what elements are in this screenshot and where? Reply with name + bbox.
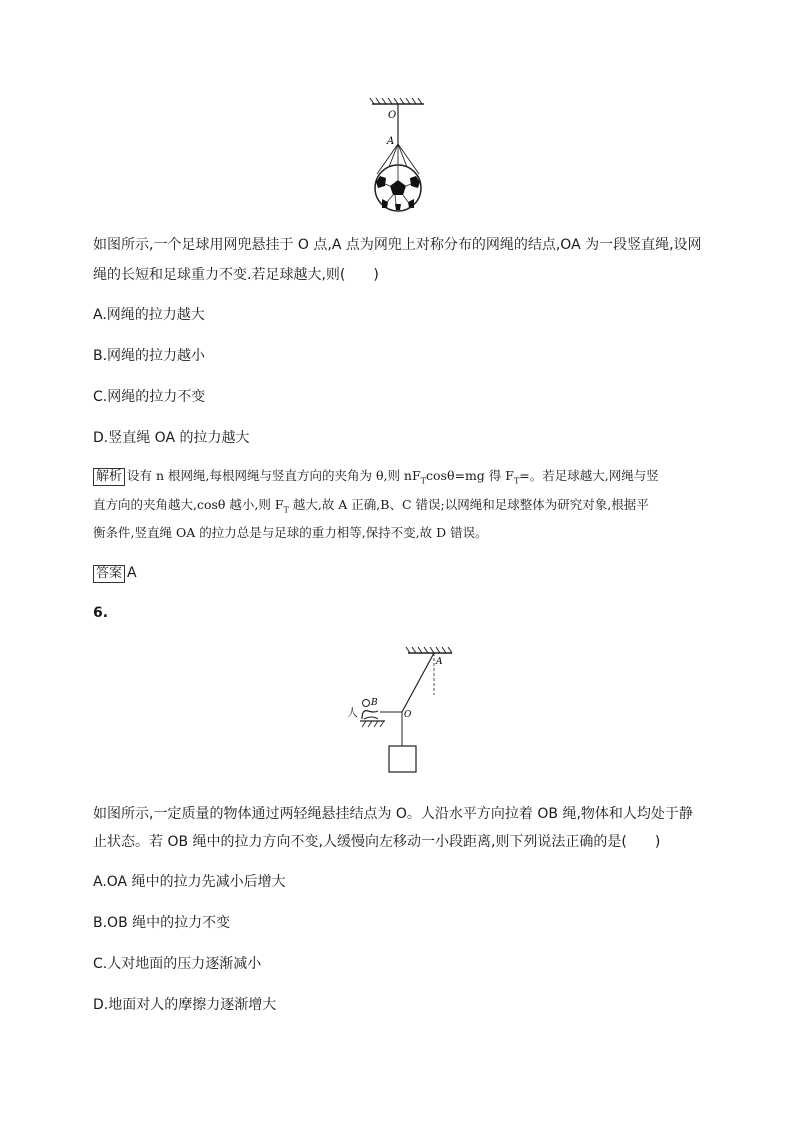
- q5-stem-line2: 绳的长短和足球重力不变.若足球越大,则( ): [93, 267, 379, 283]
- q5-option-d: D.竖直绳 OA 的拉力越大: [93, 430, 250, 446]
- q6-option-c: C.人对地面的压力逐渐减小: [93, 956, 262, 972]
- q5-analysis-line3: 衡条件,竖直绳 OA 的拉力总是与足球的重力相等,保持不变,故 D 错误。: [93, 525, 488, 540]
- q6-number: 6.: [93, 605, 109, 621]
- q6-stem-line1: 如图所示,一定质量的物体通过两轻绳悬挂结点为 O。人沿水平方向拉着 OB 绳,物体和人均处于静: [93, 806, 693, 822]
- analysis-tag: 解析: [93, 468, 125, 486]
- answer-tag: 答案: [93, 565, 125, 583]
- q6-option-b: B.OB 绳中的拉力不变: [93, 915, 231, 931]
- q5-answer: [93, 565, 137, 583]
- person-rope-figure: [360, 645, 460, 777]
- q5-option-a: A.网绳的拉力越大: [93, 307, 205, 323]
- football-net-figure: [360, 96, 440, 216]
- label-o: O: [388, 110, 397, 121]
- label-person: 人: [347, 706, 358, 719]
- q5-analysis-line2: 直方向的夹角越大,cosθ 越小,则 $F_T$ 越大,故 A 正确,B、C 错误;以网绳和足球整体为研究对象,根据平: [93, 497, 649, 515]
- label-a: A: [387, 136, 395, 147]
- q5-option-b: B.网绳的拉力越小: [93, 348, 206, 364]
- label-a: A: [436, 657, 443, 667]
- label-b: B: [371, 698, 378, 708]
- answer-value: A: [127, 565, 137, 581]
- q6-option-a: A.OA 绳中的拉力先减小后增大: [93, 874, 286, 890]
- q5-stem-line1: 如图所示,一个足球用网兜悬挂于 O 点,A 点为网兜上对称分布的网绳的结点,OA 为一段竖直绳,设网: [93, 237, 702, 253]
- q5-analysis-line1: 解析 设有 n 根网绳,每根网绳与竖直方向的夹角为 θ,则 $nF_T\cos\theta=mg$ 得 $F_T=$。若足球越大,网绳与竖: [93, 466, 659, 486]
- q5-option-c: C.网绳的拉力不变: [93, 389, 206, 405]
- q6-stem-line2: 止状态。若 OB 绳中的拉力方向不变,人缓慢向左移动一小段距离,则下列说法正确的是( ): [93, 834, 661, 850]
- q6-option-d: D.地面对人的摩擦力逐渐增大: [93, 997, 277, 1013]
- label-o: O: [404, 710, 412, 720]
